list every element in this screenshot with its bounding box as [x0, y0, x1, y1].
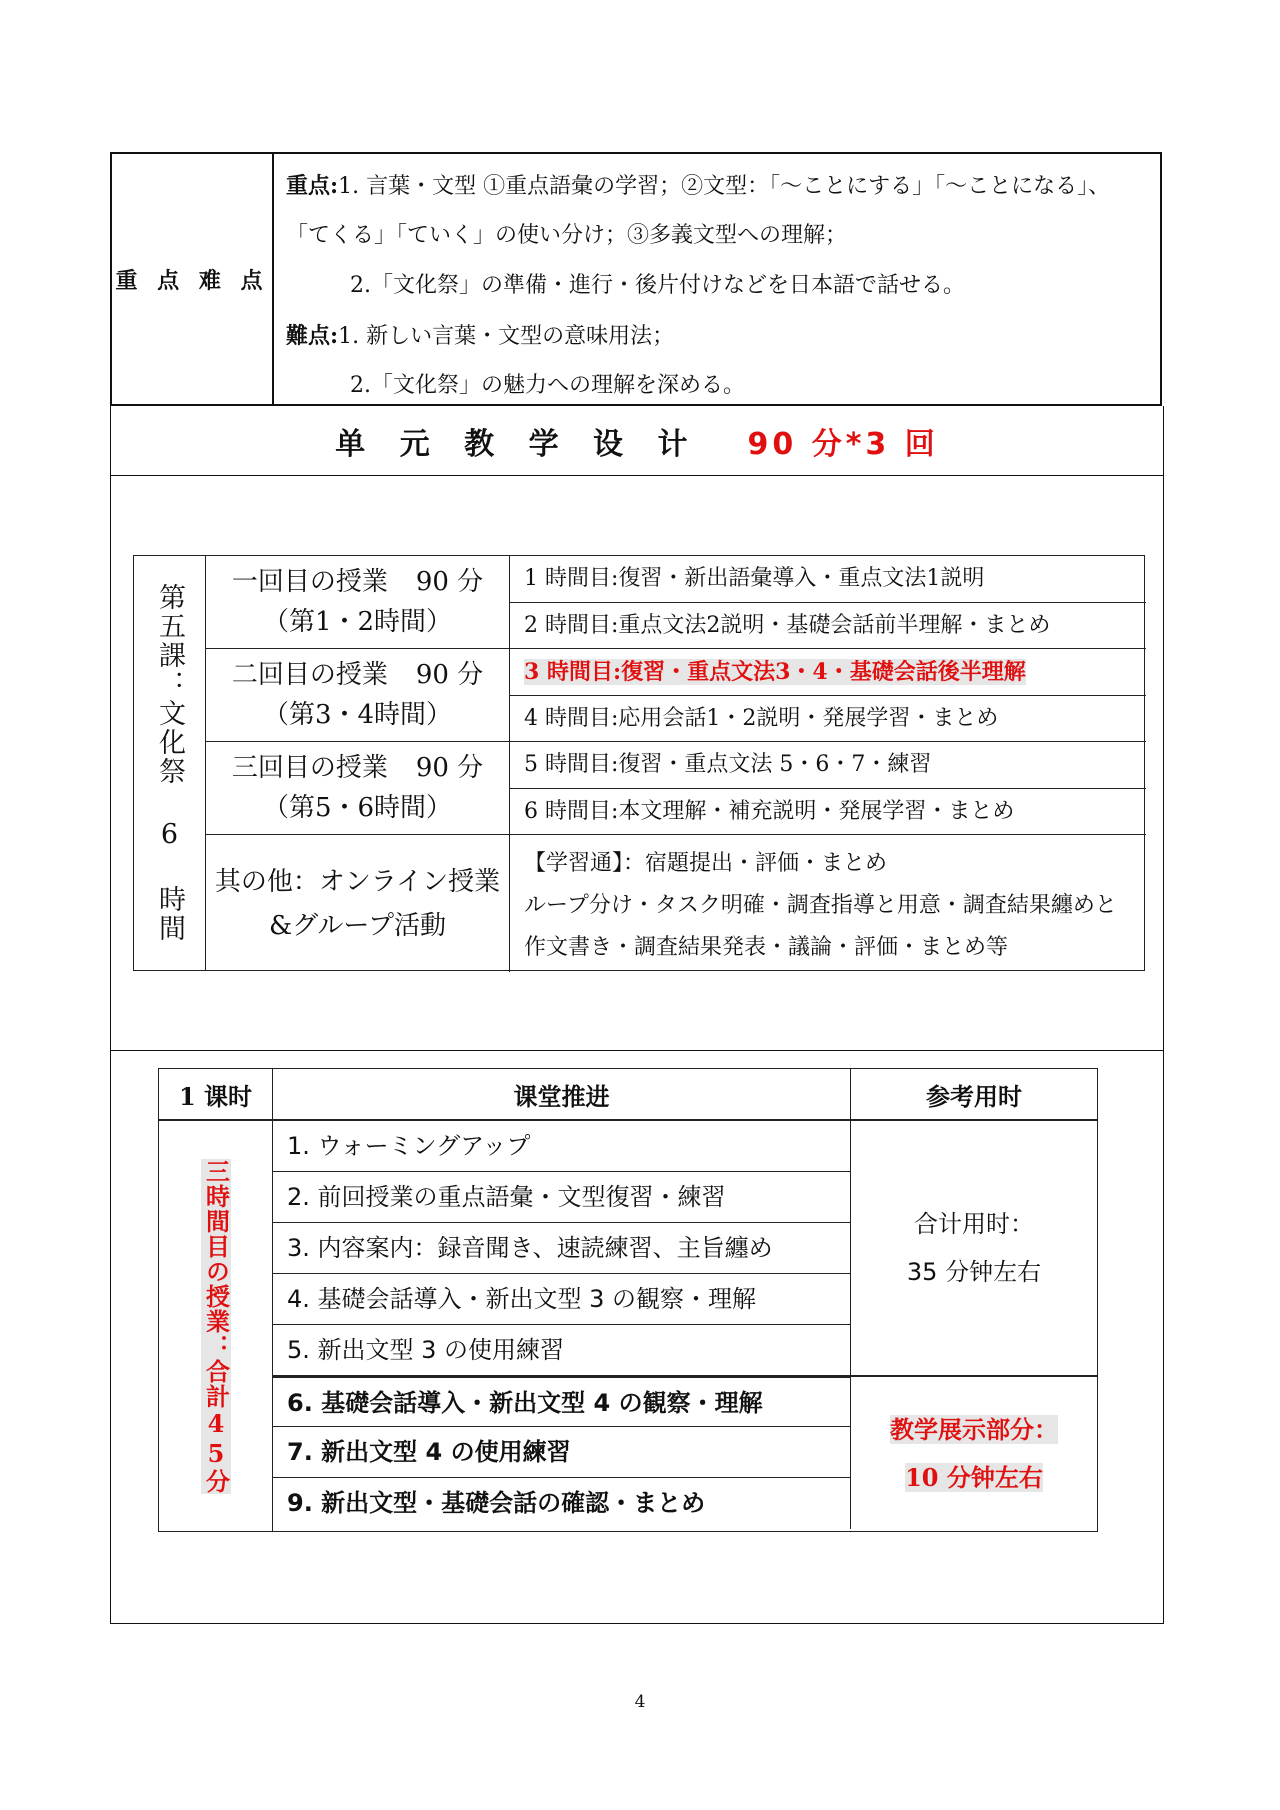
lesson-header-time: 参考用时 [851, 1069, 1097, 1121]
lesson-side-text: 三時間目の授業：合計45分 [201, 1158, 231, 1494]
session-name: 二回目の授業 [231, 660, 388, 690]
keypoints-table [110, 152, 1162, 406]
lesson-step-demo: 9. 新出文型・基礎会話の確認・まとめ [273, 1478, 851, 1529]
session-name: 一回目の授業 [231, 567, 388, 597]
demo-time-value: 10 分钟左右 [905, 1463, 1043, 1492]
session-periods: （第1・2時間） [262, 607, 453, 637]
session-name: 三回目の授業 [231, 753, 388, 783]
other-line: 作文書き・調査結果発表・議論・評価・まとめ等 [524, 935, 1009, 960]
difficulty-text: 1. 新しい言葉・文型の意味用法； [338, 324, 675, 349]
keypoint-line [286, 166, 1160, 216]
total-time-cell [851, 1121, 1097, 1377]
unit-side-text: 第五課：文化祭 6 時間 [154, 583, 186, 943]
session-minutes: 90 分 [415, 567, 484, 597]
lesson-step: 2. 前回授業の重点語彙・文型復習・練習 [273, 1172, 851, 1223]
lesson-step: 1. ウォーミングアップ [273, 1121, 851, 1172]
difficulty-head: 難点: [286, 323, 339, 349]
lesson-header-progress: 课堂推进 [273, 1069, 851, 1121]
hour-row: 1 時間目:復習・新出語彙導入・重点文法1説明 [510, 556, 1146, 603]
keypoint-text: 1. 言葉・文型 ①重点語彙の学習；②文型：「～ことにする」「～ことになる」、 [338, 174, 1111, 199]
session-cell [206, 742, 510, 835]
keypoints-label: 重 点 难 点 [112, 154, 274, 404]
hour-row: 5 時間目:復習・重点文法 5・6・7・練習 [510, 742, 1146, 789]
demo-time-label: 教学展示部分： [890, 1415, 1058, 1444]
total-time-label: 合计用时： [914, 1210, 1034, 1238]
hour-row: 4 時間目:応用会話1・2説明・発展学習・まとめ [510, 696, 1146, 743]
other-label: 其の他：オンライン授業 [214, 866, 501, 897]
unit-design-banner [110, 406, 1164, 476]
other-line: 【学習通】：宿題提出・評価・まとめ [524, 851, 888, 876]
difficulty-line [286, 316, 1160, 366]
unit-side-label [134, 556, 206, 970]
lesson-step-demo: 6. 基礎会話導入・新出文型 4 の観察・理解 [273, 1376, 851, 1427]
section-divider [110, 1050, 1164, 1051]
session-periods: （第5・6時間） [262, 793, 453, 823]
session-cell [206, 556, 510, 649]
other-line: ループ分け・タスク明確・調査指導と用意・調査結果纏めと [524, 893, 1117, 918]
keypoint-line: 2.「文化祭」の準備・進行・後片付けなどを日本語で話せる。 [350, 273, 965, 298]
keypoints-content [274, 154, 1160, 404]
keypoint-head: 重点: [286, 173, 339, 199]
banner-title: 单 元 教 学 设 计 [335, 426, 700, 462]
lesson-step: 5. 新出文型 3 の使用練習 [273, 1325, 851, 1376]
lesson-step: 4. 基礎会話導入・新出文型 3 の観察・理解 [273, 1274, 851, 1325]
banner-duration: 90 分*3 回 [747, 426, 939, 462]
total-time-value: 35 分钟左右 [906, 1258, 1042, 1286]
lesson-header-period: 1 课时 [159, 1069, 273, 1121]
lesson-step-demo: 7. 新出文型 4 の使用練習 [273, 1427, 851, 1478]
lesson-side-label [159, 1121, 273, 1531]
other-label: &グループ活動 [268, 910, 447, 941]
lesson-step: 3. 内容案内：録音聞き、速読練習、主旨纏め [273, 1223, 851, 1274]
keypoint-line: 「てくる」「ていく」の使い分け；③多義文型への理解； [286, 223, 848, 248]
lesson-table [158, 1068, 1098, 1532]
hour-row: 6 時間目:本文理解・補充説明・発展学習・まとめ [510, 789, 1146, 836]
unit-schedule-table [133, 555, 1145, 971]
session-periods: （第3・4時間） [262, 700, 453, 730]
hour-row-highlighted [510, 649, 1146, 696]
other-activity-cell [206, 835, 510, 972]
demo-time-cell [851, 1377, 1097, 1531]
difficulty-line: 2.「文化祭」の魅力への理解を深める。 [350, 373, 745, 398]
session-cell [206, 649, 510, 742]
page-number: 4 [634, 1692, 646, 1712]
session-minutes: 90 分 [415, 753, 484, 783]
session-minutes: 90 分 [415, 660, 484, 690]
hour-row: 2 時間目:重点文法2説明・基礎会話前半理解・まとめ [510, 603, 1146, 650]
highlighted-hour-text: 3 時間目:復習・重点文法3・4・基礎会話後半理解 [524, 659, 1026, 685]
other-activity-detail [510, 835, 1146, 972]
